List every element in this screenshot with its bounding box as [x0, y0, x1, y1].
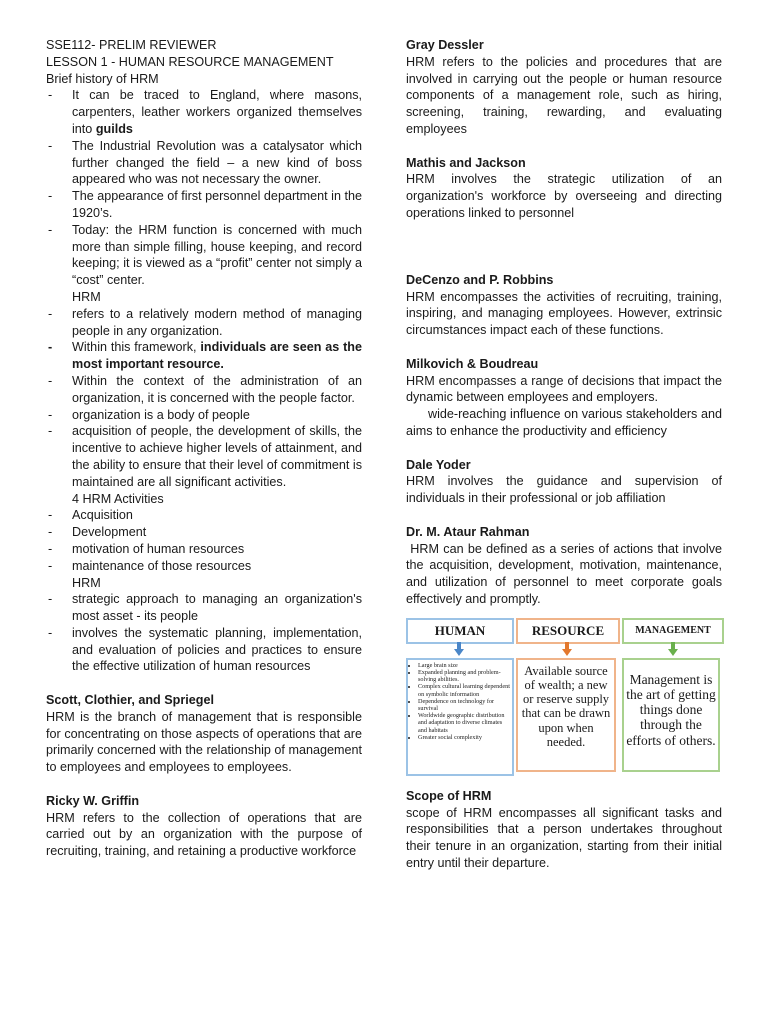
list-item: • Expanded planning and problem-solving abilities. [418, 669, 512, 683]
list-item: • Dependence on technology for survival [418, 698, 512, 712]
down-arrow-icon [668, 642, 678, 656]
yoder-definition: HRM involves the guidance and supervision of individuals in their professional or job affiliation [406, 474, 722, 506]
list-item: • Greater social complexity [418, 734, 512, 741]
list-item: • Large brain size [418, 662, 512, 669]
list-item: - The Industrial Revolution was a catalysator which further changed the field – a new kind of boss appeared who was not necessary the owner. [48, 138, 362, 187]
scott-heading: Scott, Clothier, and Spriegel [46, 693, 214, 708]
decenzo-definition: HRM encompasses the activities of recruiting, training, inspiring, and managing employees. However, extrinsic circumstances impact each of these functions. [406, 289, 722, 338]
human-traits-list [408, 660, 512, 741]
list-item: - Within the context of the administration of an organization, it is concerned with the people factor. [48, 373, 362, 405]
scope-heading: Scope of HRM [406, 788, 492, 803]
scope-definition: scope of HRM encompasses all significant tasks and responsibilities that a person undertakes throughout their tenure in an organization, starting from their initial entry until their departure. [406, 805, 722, 870]
hrm-diagram [406, 618, 724, 778]
rahman-definition: HRM can be defined as a series of actions that involve the acquisition, development, motivation, maintenance, and utilization of personnel to meet corporate goals effectively and promptly. [406, 541, 726, 606]
list-item: - organization is a body of people [48, 407, 250, 422]
resource-header: RESOURCE [516, 618, 620, 644]
management-header: MANAGEMENT [622, 618, 724, 644]
rahman-heading: Dr. M. Ataur Rahman [406, 524, 530, 539]
decenzo-heading: DeCenzo and P. Robbins [406, 272, 554, 287]
resource-box: Available source of wealth; a new or reserve supply that can be drawn upon when needed. [516, 658, 616, 772]
down-arrow-icon [562, 642, 572, 656]
list-item: - motivation of human resources [48, 541, 245, 556]
list-item: • Worldwide geographic distribution and adaptation to diverse climates and habitats [418, 712, 512, 734]
right-column [406, 37, 726, 872]
list-item: • Complex cultural learning dependent on symbolic information [418, 683, 512, 697]
list-item: - Development [48, 525, 147, 540]
mathis-definition: HRM involves the strategic utilization of an organization's workforce by overseeing and directing operations linked to personnel [406, 172, 722, 220]
list-item: - Within this framework, individuals are seen as the most important resource. [48, 340, 362, 372]
hrm-label-2: HRM [72, 575, 101, 590]
activities-list [46, 507, 362, 574]
hrm-points-list-2 [46, 591, 362, 675]
list-item: - maintenance of those resources [48, 558, 252, 573]
list-item: - The appearance of first personnel department in the 1920’s. [48, 189, 362, 220]
dessler-heading: Gray Dessler [406, 38, 484, 52]
left-column [46, 37, 362, 860]
reviewer-title: SSE112- PRELIM REVIEWER [46, 38, 217, 52]
milkovich-heading: Milkovich & Boudreau [406, 356, 539, 371]
milkovich-definition-2: wide-reaching influence on various stakeholders and aims to enhance the productivity and efficiency [406, 407, 722, 438]
yoder-heading: Dale Yoder [406, 457, 471, 472]
activities-label: 4 HRM Activities [72, 491, 164, 506]
lesson-title: LESSON 1 - HUMAN RESOURCE MANAGEMENT [46, 54, 334, 69]
list-item: - strategic approach to managing an organization's most asset - its people [48, 592, 362, 624]
management-box: Management is the art of getting things done through the efforts of others. [622, 658, 720, 772]
hrm-label: HRM [72, 289, 101, 304]
mathis-heading: Mathis and Jackson [406, 155, 526, 170]
history-heading: Brief history of HRM [46, 71, 159, 86]
griffin-heading: Ricky W. Griffin [46, 793, 140, 808]
scott-definition: HRM is the branch of management that is responsible for concentrating on those aspects of operations that are primarily concerned with the relationship of management to employees and employees to employees. [46, 709, 362, 775]
list-item: - acquisition of people, the development of skills, the incentive to achieve higher levels of attainment, and the ability to ensure that their level of commitment is maintained are all significant activities. [48, 424, 362, 489]
griffin-definition: HRM refers to the collection of operations that are carried out by an organization with the purpose of recruiting, training, and retaining a productive workforce [46, 810, 362, 859]
down-arrow-icon [454, 642, 464, 656]
milkovich-definition: HRM encompasses a range of decisions that impact the dynamic between employees and employers. [406, 373, 722, 405]
dessler-definition: HRM refers to the policies and procedures that are involved in carrying out the people or human resource components of a management role, such as hiring, screening, training, rewarding, and evaluating employees [406, 54, 722, 136]
human-box [406, 658, 514, 776]
list-item: - involves the systematic planning, implementation, and evaluation of policies and practices to ensure the effective utilization of human resources [48, 625, 362, 674]
history-list [46, 87, 362, 289]
hrm-points-list [46, 306, 362, 491]
list-item: - Acquisition [48, 508, 133, 523]
list-item: - It can be traced to England, where masons, carpenters, leather workers organized themselves into guilds [48, 88, 362, 136]
list-item: - refers to a relatively modern method of managing people in any organization. [48, 306, 362, 338]
list-item: - Today: the HRM function is concerned with much more than simple filling, house keeping, and record keeping; it is viewed as a “profit” center not simply a “cost” center. [48, 222, 362, 288]
human-header: HUMAN [406, 618, 514, 644]
